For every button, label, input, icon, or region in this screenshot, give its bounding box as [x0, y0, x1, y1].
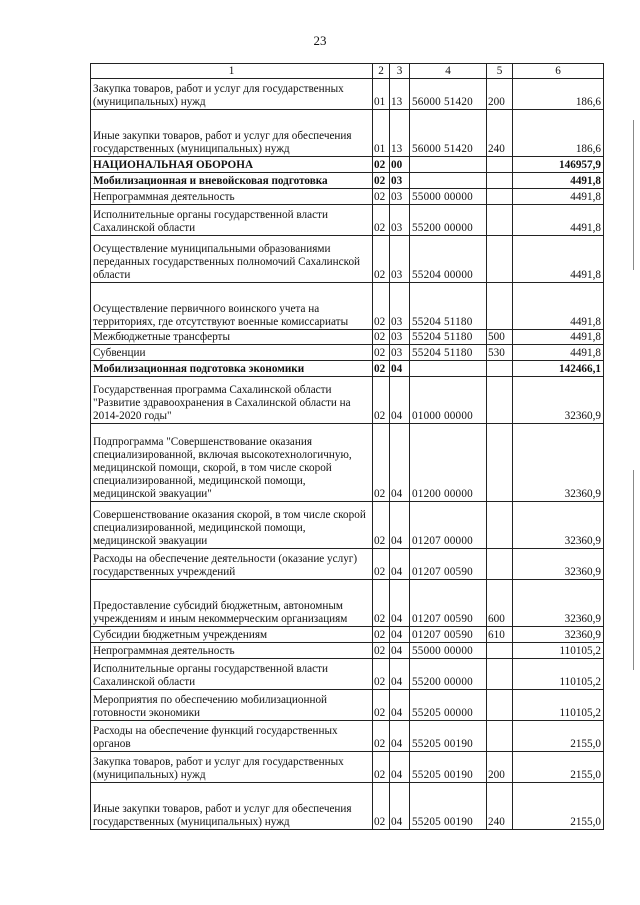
row-target-article-cell: 01207 00590 [410, 627, 487, 643]
row-name-cell: Исполнительные органы государственной власти Сахалинской области [91, 205, 373, 236]
row-subsection-cell: 00 [390, 157, 410, 173]
table-row [91, 236, 604, 283]
row-target-article-cell: 55204 51180 [410, 330, 487, 345]
row-expense-type-cell [487, 361, 513, 377]
row-section-cell: 02 [373, 173, 390, 189]
row-subsection-cell: 03 [390, 345, 410, 361]
row-name-cell: Подпрограмма "Совершенствование оказания специализированной, включая высокотехнологичную, медицинской помощи, скорой, в том числе скорой специализированной, медицинской помощи, медицинской эвакуации" [91, 424, 373, 502]
table-row [91, 643, 604, 659]
row-name-cell: Расходы на обеспечение деятельности (оказание услуг) государственных учреждений [91, 549, 373, 580]
row-target-article-cell: 55200 00000 [410, 659, 487, 690]
row-section-cell: 02 [373, 205, 390, 236]
col-header-name: 1 [91, 64, 373, 79]
row-expense-type-cell: 240 [487, 110, 513, 157]
col-header-section: 2 [373, 64, 390, 79]
row-name-cell: Государственная программа Сахалинской области "Развитие здравоохранения в Сахалинской области на 2014-2020 годы" [91, 377, 373, 424]
row-name-cell: Закупка товаров, работ и услуг для государственных (муниципальных) нужд [91, 79, 373, 110]
table-row [91, 783, 604, 830]
row-expense-type-cell [487, 283, 513, 330]
row-target-article-cell: 55204 51180 [410, 345, 487, 361]
row-name-cell: Расходы на обеспечение функций государственных органов [91, 721, 373, 752]
row-subsection-cell: 04 [390, 752, 410, 783]
table-row [91, 549, 604, 580]
row-expense-type-cell [487, 721, 513, 752]
row-name-cell: НАЦИОНАЛЬНАЯ ОБОРОНА [91, 157, 373, 173]
scan-edge-mark [633, 470, 634, 670]
row-subsection-cell: 04 [390, 690, 410, 721]
scan-edge-mark [633, 120, 634, 270]
row-expense-type-cell: 240 [487, 783, 513, 830]
row-amount-cell: 186,6 [513, 79, 604, 110]
row-name-cell: Непрограммная деятельность [91, 189, 373, 205]
row-target-article-cell: 01207 00590 [410, 580, 487, 627]
row-target-article-cell: 55205 00000 [410, 690, 487, 721]
row-section-cell: 02 [373, 345, 390, 361]
row-expense-type-cell [487, 205, 513, 236]
row-expense-type-cell [487, 643, 513, 659]
budget-table [90, 63, 604, 830]
row-section-cell: 02 [373, 627, 390, 643]
row-expense-type-cell [487, 549, 513, 580]
row-section-cell: 02 [373, 283, 390, 330]
table-row [91, 110, 604, 157]
row-amount-cell: 4491,8 [513, 205, 604, 236]
row-expense-type-cell [487, 189, 513, 205]
row-target-article-cell: 01207 00000 [410, 502, 487, 549]
row-amount-cell: 110105,2 [513, 643, 604, 659]
row-section-cell: 02 [373, 424, 390, 502]
row-amount-cell: 186,6 [513, 110, 604, 157]
row-target-article-cell: 01200 00000 [410, 424, 487, 502]
row-section-cell: 02 [373, 189, 390, 205]
row-target-article-cell: 56000 51420 [410, 110, 487, 157]
table-row [91, 330, 604, 345]
row-name-cell: Осуществление муниципальными образованиями переданных государственных полномочий Сахалинской области [91, 236, 373, 283]
row-section-cell: 02 [373, 659, 390, 690]
row-expense-type-cell: 610 [487, 627, 513, 643]
table-row [91, 79, 604, 110]
row-amount-cell: 4491,8 [513, 236, 604, 283]
table-row [91, 173, 604, 189]
table-row [91, 345, 604, 361]
row-amount-cell: 32360,9 [513, 627, 604, 643]
row-expense-type-cell [487, 377, 513, 424]
table-row [91, 502, 604, 549]
row-section-cell: 01 [373, 79, 390, 110]
row-name-cell: Предоставление субсидий бюджетным, автономным учреждениям и иным некоммерческим организациям [91, 580, 373, 627]
row-amount-cell: 2155,0 [513, 783, 604, 830]
row-amount-cell: 146957,9 [513, 157, 604, 173]
row-amount-cell: 32360,9 [513, 580, 604, 627]
row-name-cell: Межбюджетные трансферты [91, 330, 373, 345]
row-name-cell: Осуществление первичного воинского учета на территориях, где отсутствуют военные комиссариаты [91, 283, 373, 330]
row-subsection-cell: 03 [390, 283, 410, 330]
row-expense-type-cell: 600 [487, 580, 513, 627]
row-target-article-cell: 55205 00190 [410, 752, 487, 783]
row-amount-cell: 4491,8 [513, 283, 604, 330]
col-header-amount: 6 [513, 64, 604, 79]
table-row [91, 157, 604, 173]
row-target-article-cell: 01207 00590 [410, 549, 487, 580]
row-target-article-cell: 55200 00000 [410, 205, 487, 236]
row-name-cell: Мобилизационная и вневойсковая подготовка [91, 173, 373, 189]
row-name-cell: Иные закупки товаров, работ и услуг для обеспечения государственных (муниципальных) нужд [91, 783, 373, 830]
row-amount-cell: 32360,9 [513, 502, 604, 549]
row-section-cell: 02 [373, 377, 390, 424]
table-row [91, 189, 604, 205]
row-target-article-cell: 55204 00000 [410, 236, 487, 283]
table-row [91, 627, 604, 643]
row-section-cell: 02 [373, 330, 390, 345]
row-amount-cell: 110105,2 [513, 690, 604, 721]
row-amount-cell: 32360,9 [513, 424, 604, 502]
row-target-article-cell: 55000 00000 [410, 643, 487, 659]
row-amount-cell: 142466,1 [513, 361, 604, 377]
row-name-cell: Мероприятия по обеспечению мобилизационной готовности экономики [91, 690, 373, 721]
row-section-cell: 02 [373, 361, 390, 377]
row-section-cell: 02 [373, 157, 390, 173]
col-header-subsection: 3 [390, 64, 410, 79]
row-subsection-cell: 04 [390, 361, 410, 377]
row-amount-cell: 110105,2 [513, 659, 604, 690]
row-expense-type-cell [487, 502, 513, 549]
row-subsection-cell: 04 [390, 377, 410, 424]
row-subsection-cell: 13 [390, 110, 410, 157]
row-expense-type-cell: 200 [487, 752, 513, 783]
row-subsection-cell: 04 [390, 783, 410, 830]
row-subsection-cell: 03 [390, 173, 410, 189]
row-section-cell: 02 [373, 752, 390, 783]
row-subsection-cell: 04 [390, 643, 410, 659]
row-name-cell: Закупка товаров, работ и услуг для государственных (муниципальных) нужд [91, 752, 373, 783]
row-target-article-cell [410, 361, 487, 377]
row-amount-cell: 32360,9 [513, 377, 604, 424]
row-subsection-cell: 03 [390, 236, 410, 283]
row-target-article-cell: 55204 51180 [410, 283, 487, 330]
row-expense-type-cell [487, 173, 513, 189]
row-section-cell: 02 [373, 783, 390, 830]
header-row [91, 64, 604, 79]
row-section-cell: 02 [373, 502, 390, 549]
row-name-cell: Субвенции [91, 345, 373, 361]
row-target-article-cell: 55205 00190 [410, 783, 487, 830]
row-expense-type-cell: 530 [487, 345, 513, 361]
row-expense-type-cell [487, 157, 513, 173]
row-target-article-cell: 56000 51420 [410, 79, 487, 110]
row-subsection-cell: 04 [390, 659, 410, 690]
row-target-article-cell: 55000 00000 [410, 189, 487, 205]
row-name-cell: Иные закупки товаров, работ и услуг для обеспечения государственных (муниципальных) нужд [91, 110, 373, 157]
row-target-article-cell [410, 173, 487, 189]
row-name-cell: Совершенствование оказания скорой, в том числе скорой специализированной, медицинской помощи, медицинской эвакуации [91, 502, 373, 549]
row-amount-cell: 4491,8 [513, 345, 604, 361]
page-number: 23 [313, 33, 327, 48]
row-section-cell: 02 [373, 549, 390, 580]
row-subsection-cell: 04 [390, 580, 410, 627]
table-row [91, 659, 604, 690]
table-row [91, 361, 604, 377]
row-subsection-cell: 13 [390, 79, 410, 110]
table-row [91, 424, 604, 502]
row-name-cell: Исполнительные органы государственной власти Сахалинской области [91, 659, 373, 690]
row-amount-cell: 4491,8 [513, 173, 604, 189]
table-row [91, 721, 604, 752]
row-section-cell: 02 [373, 643, 390, 659]
table-row [91, 283, 604, 330]
row-name-cell: Субсидии бюджетным учреждениям [91, 627, 373, 643]
row-subsection-cell: 03 [390, 330, 410, 345]
row-subsection-cell: 04 [390, 721, 410, 752]
table-body [91, 79, 604, 830]
row-subsection-cell: 03 [390, 205, 410, 236]
row-amount-cell: 4491,8 [513, 189, 604, 205]
row-name-cell: Непрограммная деятельность [91, 643, 373, 659]
table-row [91, 205, 604, 236]
row-name-cell: Мобилизационная подготовка экономики [91, 361, 373, 377]
row-expense-type-cell: 500 [487, 330, 513, 345]
row-expense-type-cell [487, 659, 513, 690]
row-subsection-cell: 04 [390, 549, 410, 580]
col-header-target-article: 4 [410, 64, 487, 79]
row-target-article-cell [410, 157, 487, 173]
row-expense-type-cell [487, 236, 513, 283]
row-section-cell: 01 [373, 110, 390, 157]
row-section-cell: 02 [373, 580, 390, 627]
row-subsection-cell: 03 [390, 189, 410, 205]
row-amount-cell: 32360,9 [513, 549, 604, 580]
row-expense-type-cell [487, 424, 513, 502]
table-row [91, 377, 604, 424]
row-expense-type-cell [487, 690, 513, 721]
row-subsection-cell: 04 [390, 502, 410, 549]
row-section-cell: 02 [373, 690, 390, 721]
row-amount-cell: 2155,0 [513, 752, 604, 783]
row-target-article-cell: 55205 00190 [410, 721, 487, 752]
row-subsection-cell: 04 [390, 424, 410, 502]
col-header-expense-type: 5 [487, 64, 513, 79]
row-expense-type-cell: 200 [487, 79, 513, 110]
table-row [91, 690, 604, 721]
row-section-cell: 02 [373, 236, 390, 283]
row-subsection-cell: 04 [390, 627, 410, 643]
row-amount-cell: 2155,0 [513, 721, 604, 752]
table-row [91, 580, 604, 627]
row-section-cell: 02 [373, 721, 390, 752]
row-target-article-cell: 01000 00000 [410, 377, 487, 424]
table-row [91, 752, 604, 783]
row-amount-cell: 4491,8 [513, 330, 604, 345]
